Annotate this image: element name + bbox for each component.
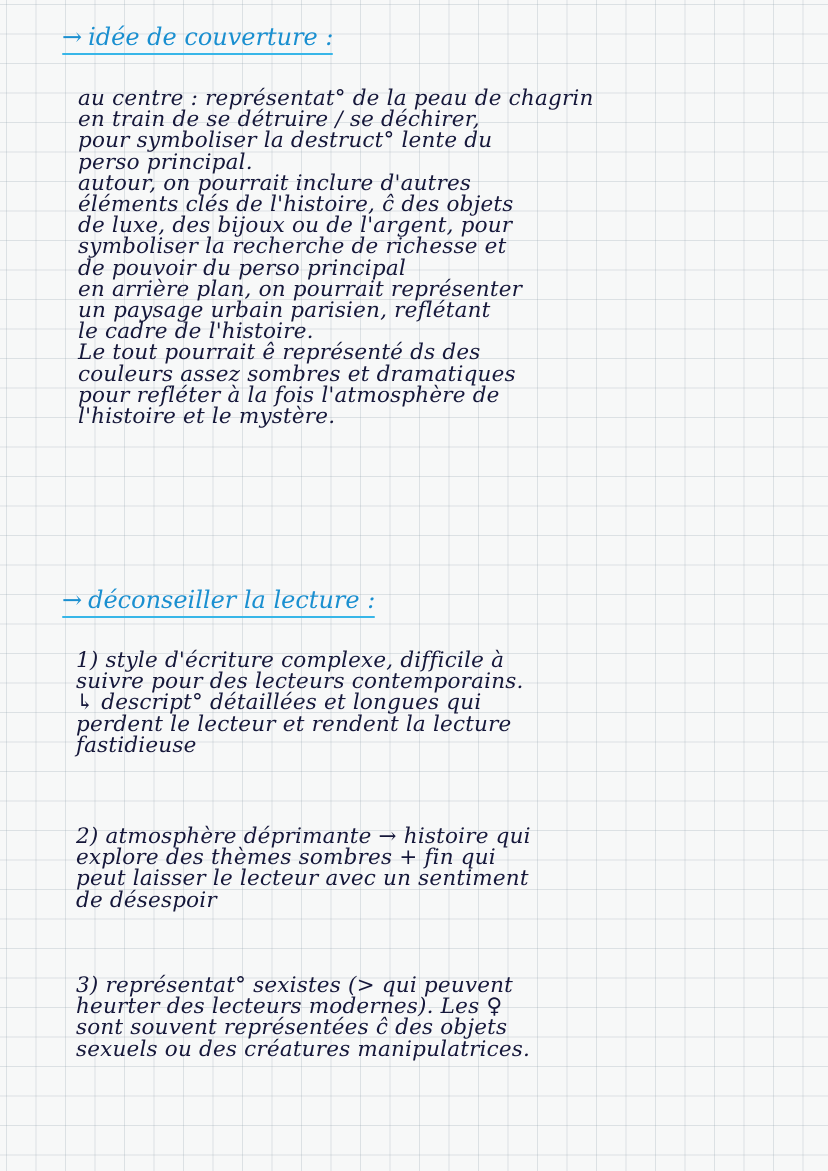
point-2 [76,826,531,911]
text-line: explore des thèmes sombres + fin qui [76,845,496,871]
arrow-icon: → [62,23,83,51]
text-line: ↳ descript° détaillées et longues qui [76,690,482,716]
text-line: le cadre de l'histoire. [78,319,314,345]
heading-text: idée de couverture : [88,23,334,51]
text-line: 3) représentat° sexistes (> qui peuvent [76,973,514,998]
text-line: 2) atmosphère déprimante → histoire qui [76,824,531,849]
text-line: perdent le lecteur et rendent la lecture [76,711,512,737]
text-line: de luxe, des bijoux ou de l'argent, pour [78,213,513,239]
text-line: heurter des lecteurs modernes). Les ♀ [76,994,503,1020]
text-line: de désespoir [76,887,217,913]
text-line: sexuels ou des créatures manipulatrices. [76,1036,531,1062]
heading-underline [62,53,333,55]
text-line: pour refléter à la fois l'atmosphère de [78,382,500,408]
text-line: éléments clés de l'histoire, ĉ des objets [78,192,514,218]
text-line: autour, on pourrait inclure d'autres [78,170,472,196]
text-line: sont souvent représentées ĉ des objets [76,1015,508,1041]
section-heading-cover-idea [62,22,333,52]
text-line: un paysage urbain parisien, reflétant [78,298,491,324]
cover-idea-paragraph [78,86,594,430]
section-heading-advise-against [62,585,375,615]
text-line: couleurs assez sombres et dramatiques [78,361,516,387]
arrow-icon: → [62,586,83,614]
text-line: pour symboliser la destruct° lente du [78,128,493,154]
text-line: Le tout pourrait ê représenté ds des [78,340,481,366]
heading-underline [62,616,375,618]
point-3 [76,975,530,1060]
text-line: en train de se détruire / se déchirer, [78,107,480,133]
text-line: l'histoire et le mystère. [78,404,336,430]
text-line: fastidieuse [76,732,197,758]
text-line: 1) style d'écriture complexe, difficile à [76,648,505,673]
text-line: en arrière plan, on pourrait représenter [78,276,523,302]
text-line: perso principal. [78,149,253,175]
text-line: symboliser la recherche de richesse et [78,234,507,260]
text-line: au centre : représentat° de la peau de chagrin [78,86,594,111]
text-line: suivre pour des lecteurs contemporains. [76,669,524,695]
heading-text: déconseiller la lecture : [88,586,376,614]
text-line: peut laisser le lecteur avec un sentiment [76,866,529,892]
point-1 [76,650,524,756]
text-line: de pouvoir du perso principal [78,255,406,281]
